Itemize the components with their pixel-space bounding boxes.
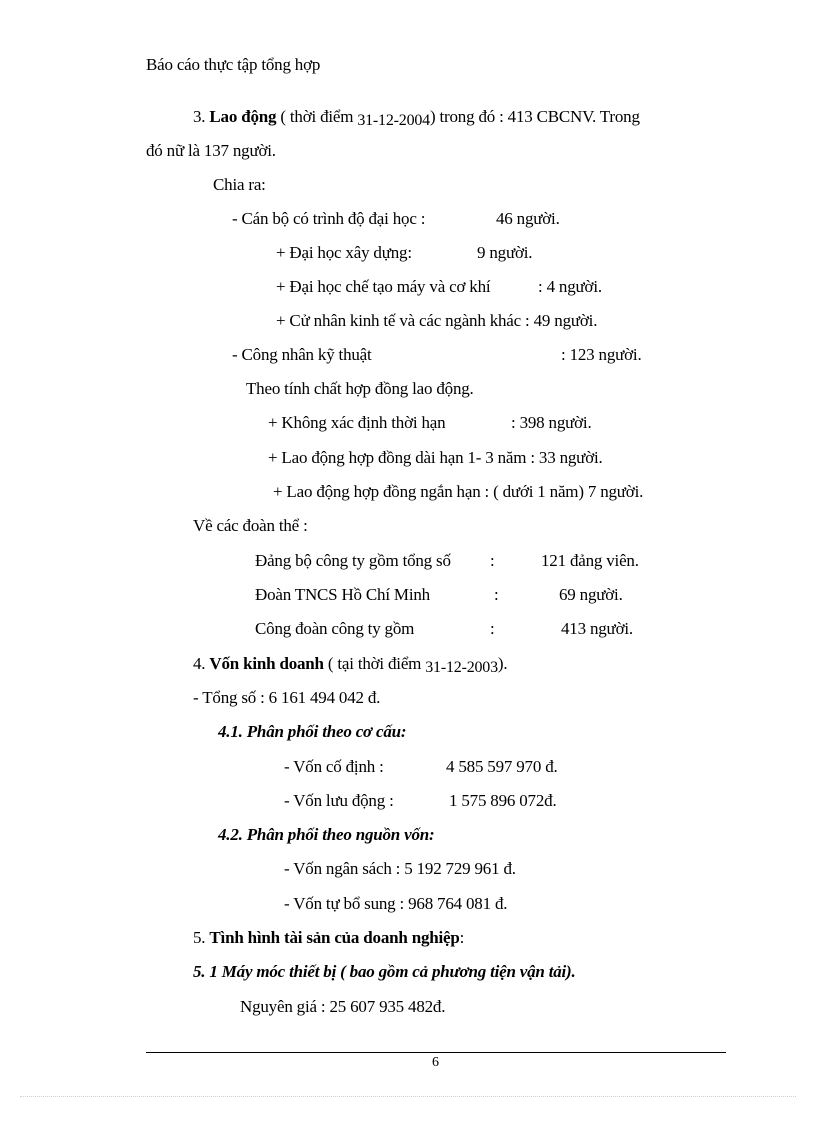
indefinite-value: : 398 người.: [511, 413, 592, 432]
page-number: 6: [432, 1055, 439, 1070]
unions-title: Về các đoàn thể :: [193, 516, 308, 535]
civil-value: 9 người.: [477, 243, 533, 262]
youth-colon: :: [494, 585, 499, 604]
labor-heading: [193, 107, 640, 128]
trade-colon: :: [490, 619, 495, 638]
indefinite-label: + Không xác định thời hạn: [268, 413, 446, 432]
paren-close-text: ).: [497, 654, 508, 673]
section-number: 5.: [193, 928, 206, 947]
structure-title: 4.1. Phân phối theo cơ cấu:: [218, 722, 407, 741]
short-term-line: + Lao động hợp đồng ngắn hạn : ( dưới 1 năm) 7 người.: [273, 482, 644, 501]
mech-label: + Đại học chế tạo máy và cơ khí: [276, 277, 491, 296]
paren-text: ( thời điểm: [276, 107, 358, 126]
workers-value: : 123 người.: [561, 345, 642, 364]
working-label: - Vốn lưu động :: [284, 791, 394, 810]
original-cost: Nguyên giá : 25 607 935 482đ.: [240, 997, 446, 1016]
trade-value: 413 người.: [561, 619, 633, 638]
section-title: Lao động: [209, 107, 277, 126]
heading-colon: :: [459, 928, 465, 947]
section-number: 4.: [193, 654, 206, 673]
party-colon: :: [490, 551, 495, 570]
univ-value: 46 người.: [496, 209, 560, 228]
page-header: Báo cáo thực tập tổng hợp: [146, 55, 321, 74]
civil-label: + Đại học xây dựng:: [276, 243, 412, 262]
capital-total: - Tổng số : 6 161 494 042 đ.: [193, 688, 381, 707]
date-text: 31-12-2003: [425, 659, 498, 676]
youth-label: Đoàn TNCS Hồ Chí Minh: [255, 585, 430, 604]
univ-label: - Cán bộ có trình độ đại học :: [232, 209, 426, 228]
budget-line: - Vốn ngân sách : 5 192 729 961 đ.: [284, 859, 516, 878]
date-text: 31-12-2004: [357, 112, 430, 129]
party-label: Đảng bộ công ty gồm tổng số: [255, 551, 451, 570]
paren-close-text: ) trong đó : 413 CBCNV. Trong: [430, 107, 640, 126]
page-break-dots: [20, 1096, 796, 1097]
working-value: 1 575 896 072đ.: [449, 791, 557, 810]
self-line: - Vốn tự bổ sung : 968 764 081 đ.: [284, 894, 508, 913]
econ-line: + Cử nhân kinh tế và các ngành khác : 49 người.: [276, 311, 598, 330]
section-number: 3.: [193, 107, 206, 126]
footer-rule: [146, 1052, 726, 1053]
machinery-title: 5. 1 Máy móc thiết bị ( bao gồm cả phương tiện vận tải).: [193, 962, 576, 981]
party-value: 121 đảng viên.: [541, 551, 639, 570]
assets-heading: [193, 928, 464, 948]
long-term-line: + Lao động hợp đồng dài hạn 1- 3 năm : 33 người.: [268, 448, 603, 467]
trade-label: Công đoàn công ty gồm: [255, 619, 415, 638]
fixed-value: 4 585 597 970 đ.: [446, 757, 558, 776]
section-title: Tình hình tài sản của doanh nghiệp: [209, 928, 460, 947]
fixed-label: - Vốn cố định :: [284, 757, 384, 776]
section-title: Vốn kinh doanh: [209, 654, 324, 673]
labor-line2: đó nữ là 137 người.: [146, 141, 276, 160]
paren-text: ( tại thời điểm: [323, 654, 426, 673]
contract-title: Theo tính chất hợp đồng lao động.: [246, 379, 474, 398]
source-title: 4.2. Phân phối theo nguồn vốn:: [218, 825, 435, 844]
capital-heading: [193, 654, 507, 675]
workers-label: - Công nhân kỹ thuật: [232, 345, 372, 364]
youth-value: 69 người.: [559, 585, 623, 604]
mech-value: : 4 người.: [538, 277, 602, 296]
labor-split: Chia ra:: [213, 175, 266, 194]
